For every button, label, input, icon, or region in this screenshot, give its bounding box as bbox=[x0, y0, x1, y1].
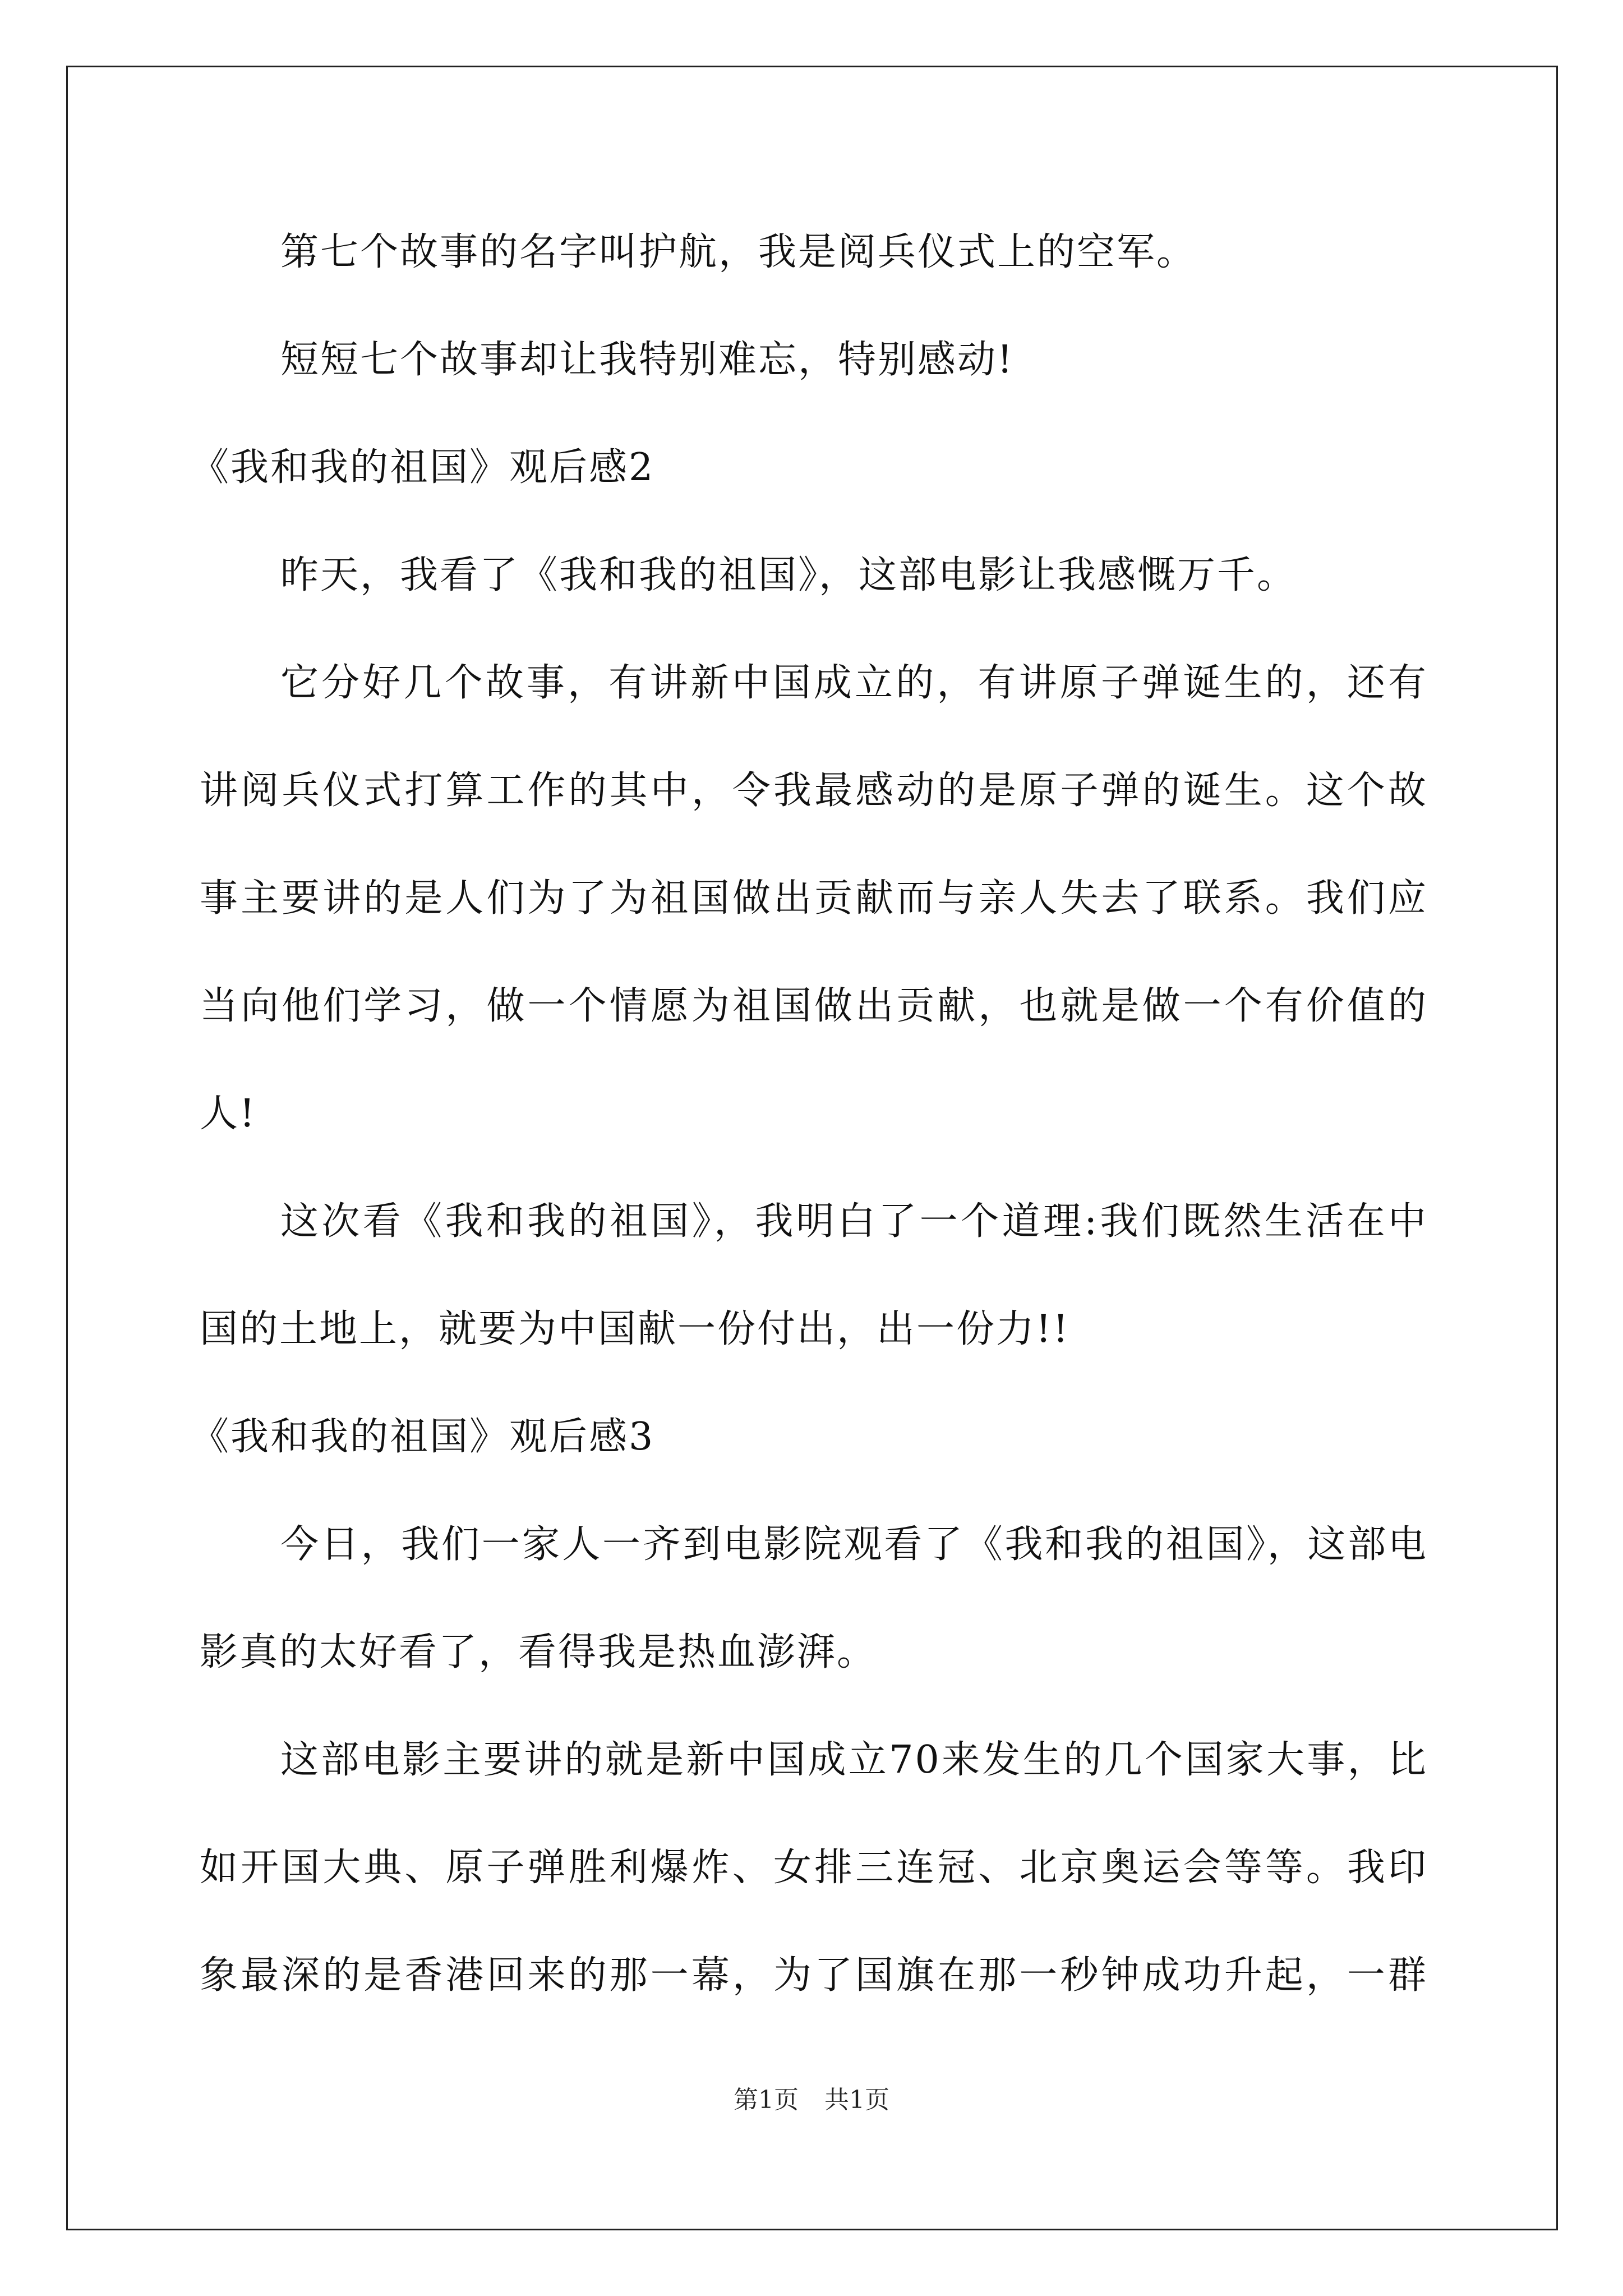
paragraph-line: 象最深的是香港回来的那一幕，为了国旗在那一秒钟成功升起，一群 bbox=[200, 1953, 1428, 1998]
paragraph-line: 事主要讲的是人们为了为祖国做出贡献而与亲人失去了联系。我们应 bbox=[200, 876, 1428, 921]
section-heading: 《我和我的祖国》观后感2 bbox=[191, 445, 655, 490]
paragraph-line: 第七个故事的名字叫护航，我是阅兵仪式上的空军。 bbox=[280, 230, 1197, 274]
paragraph-line: 这次看《我和我的祖国》，我明白了一个道理:我们既然生活在中 bbox=[280, 1199, 1428, 1244]
paragraph-line: 国的土地上，就要为中国献一份付出，出一份力!! bbox=[200, 1307, 1070, 1351]
paragraph-line: 它分好几个故事，有讲新中国成立的，有讲原子弹诞生的，还有 bbox=[280, 661, 1428, 705]
section-heading: 《我和我的祖国》观后感3 bbox=[191, 1415, 655, 1459]
page-total: 共1页 bbox=[824, 2086, 889, 2114]
paragraph-line: 当向他们学习，做一个情愿为祖国做出贡献，也就是做一个有价值的 bbox=[200, 984, 1428, 1028]
paragraph-line: 影真的太好看了，看得我是热血澎湃。 bbox=[200, 1630, 877, 1674]
paragraph-line: 短短七个故事却让我特别难忘，特别感动! bbox=[280, 338, 1015, 382]
paragraph-line: 讲阅兵仪式打算工作的其中，令我最感动的是原子弹的诞生。这个故 bbox=[200, 769, 1428, 813]
paragraph-line: 人! bbox=[200, 1092, 257, 1136]
page-border bbox=[66, 66, 1558, 2230]
page-footer bbox=[0, 2083, 1623, 2117]
page-number: 第1页 bbox=[734, 2086, 799, 2114]
paragraph-line: 昨天，我看了《我和我的祖国》，这部电影让我感慨万千。 bbox=[280, 553, 1297, 597]
paragraph-line: 今日，我们一家人一齐到电影院观看了《我和我的祖国》，这部电 bbox=[280, 1522, 1428, 1567]
paragraph-line: 这部电影主要讲的就是新中国成立70来发生的几个国家大事，比 bbox=[280, 1738, 1428, 1782]
paragraph-line: 如开国大典、原子弹胜利爆炸、女排三连冠、北京奥运会等等。我印 bbox=[200, 1846, 1428, 1890]
